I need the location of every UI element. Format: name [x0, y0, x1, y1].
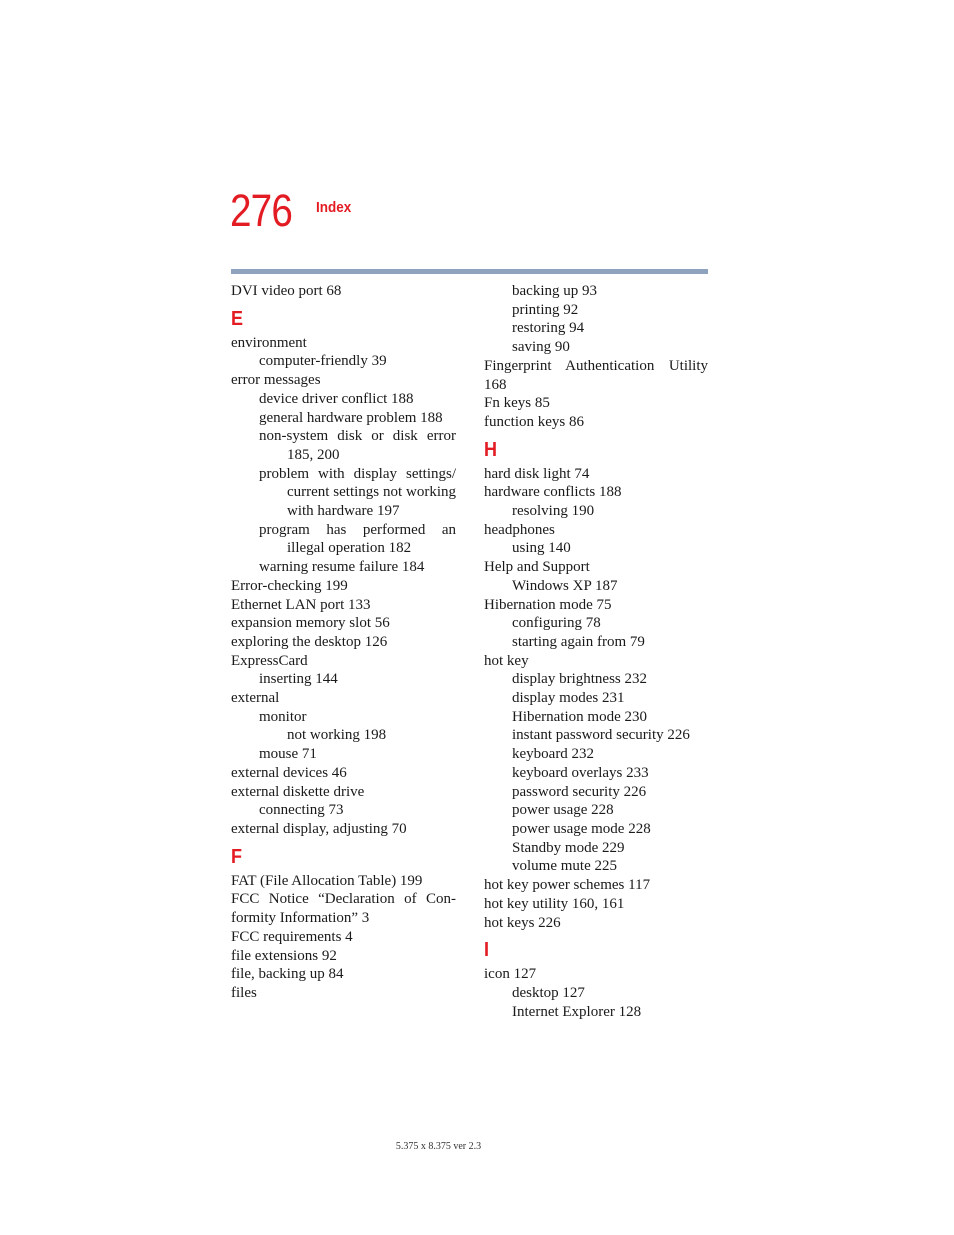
index-subentry: keyboard overlays 233	[512, 764, 649, 781]
index-subentry: backing up 93	[512, 283, 597, 299]
index-entry: exploring the desktop 126	[231, 633, 388, 650]
index-subentry: mouse 71	[259, 746, 317, 763]
index-entry: hot keys 226	[484, 914, 561, 931]
index-entry: function keys 86	[484, 413, 584, 430]
index-subentry: power usage mode 228	[512, 820, 651, 837]
index-letter-heading: E	[231, 307, 244, 330]
index-entry: files	[231, 984, 257, 1001]
index-entry: external display, adjusting 70	[231, 820, 407, 837]
index-subentry: Internet Explorer 128	[512, 1003, 642, 1020]
index-entry: hot key utility 160, 161	[484, 895, 625, 912]
index-subentry: saving 90	[512, 339, 570, 356]
index-subentry: not working 198	[287, 727, 387, 744]
index-subentry: configuring 78	[512, 615, 601, 632]
index-entry: FCC Notice “Declaration of Con-formity Information” 3	[231, 891, 456, 927]
index-entry: FCC requirements 4	[231, 928, 353, 945]
index-entry: Fingerprint Authentication Utility 168	[484, 357, 708, 393]
index-column-right	[484, 282, 708, 1021]
index-entry: Hibernation mode 75	[484, 596, 612, 613]
index-subentry: display modes 231	[512, 690, 625, 707]
index-entry: expansion memory slot 56	[231, 615, 390, 632]
index-entry: file extensions 92	[231, 947, 337, 964]
index-entry: icon 127	[484, 966, 537, 983]
index-letter-heading: I	[484, 939, 490, 962]
index-entry: error messages	[231, 372, 321, 389]
index-subentry: device driver conflict 188	[259, 390, 414, 407]
index-subentry: inserting 144	[259, 671, 338, 688]
section-title: Index	[316, 199, 352, 216]
index-entry: Ethernet LAN port 133	[231, 596, 371, 613]
index-subentry: keyboard 232	[512, 746, 595, 763]
index-subentry: restoring 94	[512, 320, 585, 337]
index-letter-heading: F	[231, 845, 242, 868]
index-subentry: password security 226	[512, 783, 647, 800]
index-subentry: Windows XP 187	[512, 577, 618, 594]
index-subentry: problem with display settings/ current settings not working with hardware 197	[259, 465, 456, 520]
index-subentry: general hardware problem 188	[259, 409, 443, 426]
index-subentry: resolving 190	[512, 503, 595, 520]
footer-text: 5.375 x 8.375 ver 2.3	[395, 1141, 482, 1152]
index-entry: hot key power schemes 117	[484, 877, 651, 894]
index-subentry: warning resume failure 184	[259, 559, 425, 576]
index-subentry: non-system disk or disk error 185, 200	[259, 428, 456, 463]
index-subentry: starting again from 79	[512, 633, 645, 650]
index-entry: external	[231, 690, 280, 707]
header-rule	[231, 269, 708, 274]
index-entry: external diskette drive	[231, 783, 365, 800]
index-entry: Error-checking 199	[231, 577, 348, 594]
index-subentry: connecting 73	[259, 802, 344, 819]
index-subentry: computer-friendly 39	[259, 353, 387, 370]
index-entry: environment	[231, 334, 307, 351]
index-subentry: display brightness 232	[512, 671, 647, 688]
index-subentry: Hibernation mode 230	[512, 708, 647, 725]
index-subentry: using 140	[512, 540, 571, 557]
index-subentry: volume mute 225	[512, 858, 617, 875]
index-entry: file, backing up 84	[231, 966, 344, 983]
index-entry: hard disk light 74	[484, 465, 590, 482]
index-entry: FAT (File Allocation Table) 199	[231, 872, 423, 889]
index-subentry: instant password security 226	[512, 727, 690, 744]
index-subentry: monitor	[259, 708, 307, 725]
index-entry: ExpressCard	[231, 652, 308, 669]
index-entry: Fn keys 85	[484, 395, 550, 412]
index-entry: Help and Support	[484, 559, 590, 576]
index-subentry: program has performed an illegal operation 182	[259, 521, 456, 557]
index-entry: hot key	[484, 652, 529, 669]
index-subentry: Standby mode 229	[512, 839, 625, 856]
index-subentry: power usage 228	[512, 802, 614, 819]
index-entry: headphones	[484, 521, 555, 538]
index-entry: external devices 46	[231, 764, 347, 781]
index-entry: DVI video port 68	[231, 283, 342, 299]
index-letter-heading: H	[484, 438, 498, 461]
footer	[0, 1141, 954, 1152]
page-number: 276	[230, 185, 293, 236]
index-subentry: desktop 127	[512, 984, 585, 1001]
index-subentry: printing 92	[512, 301, 579, 318]
index-entry: hardware conflicts 188	[484, 484, 622, 501]
index-column-left	[231, 282, 456, 1003]
